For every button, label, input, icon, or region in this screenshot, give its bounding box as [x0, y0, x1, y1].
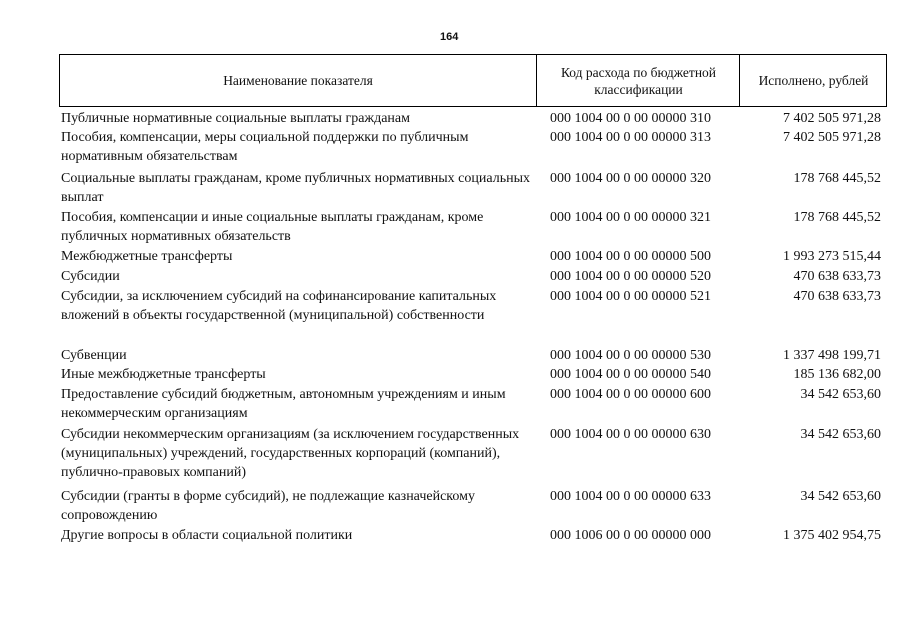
row-name: Социальные выплаты гражданам, кроме публичных нормативных социальных выплат	[61, 171, 530, 205]
row-code: 000 1004 00 0 00 00000 530	[550, 348, 711, 363]
table-header	[59, 54, 887, 107]
row-name: Субсидии	[61, 269, 120, 284]
row-amount: 470 638 633,73	[793, 289, 881, 304]
row-amount: 7 402 505 971,28	[783, 130, 881, 145]
row-name: Межбюджетные трансферты	[61, 249, 233, 264]
row-amount: 7 402 505 971,28	[783, 111, 881, 126]
row-name: Субсидии (гранты в форме субсидий), не подлежащие казначейскому сопровождению	[61, 489, 475, 523]
row-name: Предоставление субсидий бюджетным, автономным учреждениям и иным некоммерческим организациям	[61, 387, 506, 421]
row-amount: 178 768 445,52	[793, 210, 881, 225]
row-amount: 34 542 653,60	[800, 427, 881, 442]
row-name: Другие вопросы в области социальной политики	[61, 528, 353, 543]
row-amount: 470 638 633,73	[793, 269, 881, 284]
row-name: Публичные нормативные социальные выплаты гражданам	[61, 111, 410, 126]
row-name: Субсидии некоммерческим организациям (за исключением государственных (муниципальных) учреждений, государственных корпораций (компаний), публично-правовых компаний)	[61, 427, 520, 480]
column-header-name: Наименование показателя	[223, 73, 373, 88]
column-header-code: Код расхода по бюджетной классификации	[536, 55, 740, 106]
row-name: Пособия, компенсации и иные социальные выплаты гражданам, кроме публичных нормативных обязательств	[61, 210, 484, 244]
row-amount: 1 993 273 515,44	[783, 249, 881, 264]
row-code: 000 1004 00 0 00 00000 313	[550, 130, 711, 145]
row-code: 000 1004 00 0 00 00000 321	[550, 210, 711, 225]
row-code: 000 1004 00 0 00 00000 320	[550, 171, 711, 186]
row-code: 000 1004 00 0 00 00000 630	[550, 427, 711, 442]
row-code: 000 1004 00 0 00 00000 310	[550, 111, 711, 126]
row-amount: 34 542 653,60	[800, 387, 881, 402]
row-code: 000 1004 00 0 00 00000 500	[550, 249, 711, 264]
row-name: Субвенции	[61, 348, 127, 363]
row-code: 000 1004 00 0 00 00000 633	[550, 489, 711, 504]
row-amount: 178 768 445,52	[793, 171, 881, 186]
row-code: 000 1006 00 0 00 00000 000	[550, 528, 711, 543]
row-amount: 1 337 498 199,71	[783, 348, 881, 363]
row-name: Субсидии, за исключением субсидий на софинансирование капитальных вложений в объекты государственной (муниципальной) собственности	[61, 289, 497, 323]
row-amount: 185 136 682,00	[793, 367, 881, 382]
column-header-executed: Исполнено, рублей	[739, 55, 887, 106]
row-code: 000 1004 00 0 00 00000 540	[550, 367, 711, 382]
row-amount: 1 375 402 954,75	[783, 528, 881, 543]
row-code: 000 1004 00 0 00 00000 600	[550, 387, 711, 402]
row-code: 000 1004 00 0 00 00000 520	[550, 269, 711, 284]
row-name: Иные межбюджетные трансферты	[61, 367, 266, 382]
row-code: 000 1004 00 0 00 00000 521	[550, 289, 711, 304]
page-number: 164	[440, 31, 459, 43]
row-amount: 34 542 653,60	[800, 489, 881, 504]
row-name: Пособия, компенсации, меры социальной поддержки по публичным нормативным обязательствам	[61, 130, 469, 164]
